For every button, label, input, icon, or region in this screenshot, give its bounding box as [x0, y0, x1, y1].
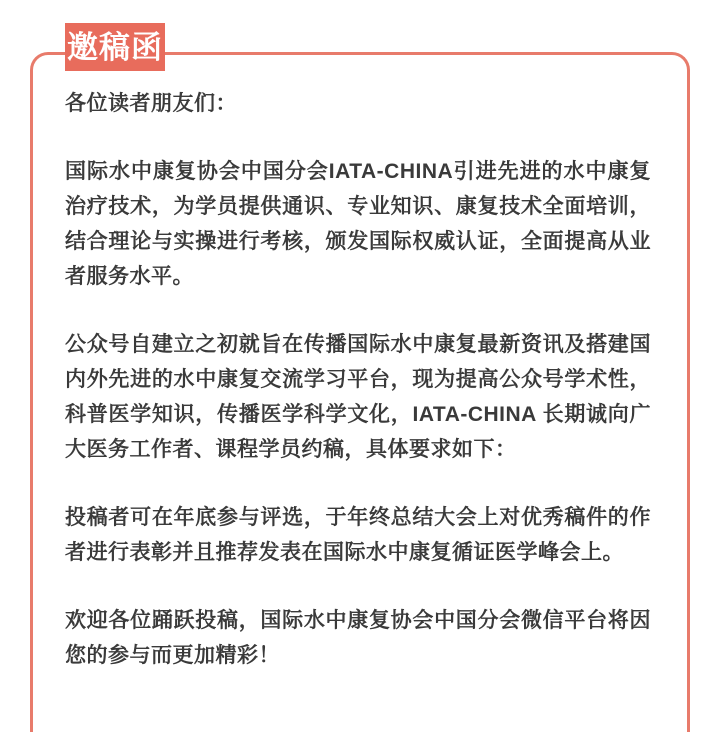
salutation: 各位读者朋友们：: [65, 92, 237, 115]
page-title: 邀稿函: [67, 29, 163, 65]
paragraph-intro: 国际水中康复协会中国分会IATA-CHINA引进先进的水中康复治疗技术，为学员提供通识、专业知识、康复技术全面培训，结合理论与实操进行考核，颁发国际权威认证，全面提高从业者服务水平。: [65, 160, 651, 288]
paragraph-call-for-papers: 公众号自建立之初就旨在传播国际水中康复最新资讯及搭建国内外先进的水中康复交流学习平台，现为提高公众号学术性，科普医学知识，传播医学科学文化，IATA-CHINA 长期诚向广大医务工作者、课程学员约稿，具体要求如下：: [65, 333, 651, 461]
paragraph-closing: 欢迎各位踊跃投稿，国际水中康复协会中国分会微信平台将因您的参与而更加精彩！: [65, 609, 651, 667]
letter-body: [65, 86, 651, 673]
paragraph-award: 投稿者可在年底参与评选，于年终总结大会上对优秀稿件的作者进行表彰并且推荐发表在国际水中康复循证医学峰会上。: [65, 506, 651, 564]
title-badge: [65, 23, 165, 71]
